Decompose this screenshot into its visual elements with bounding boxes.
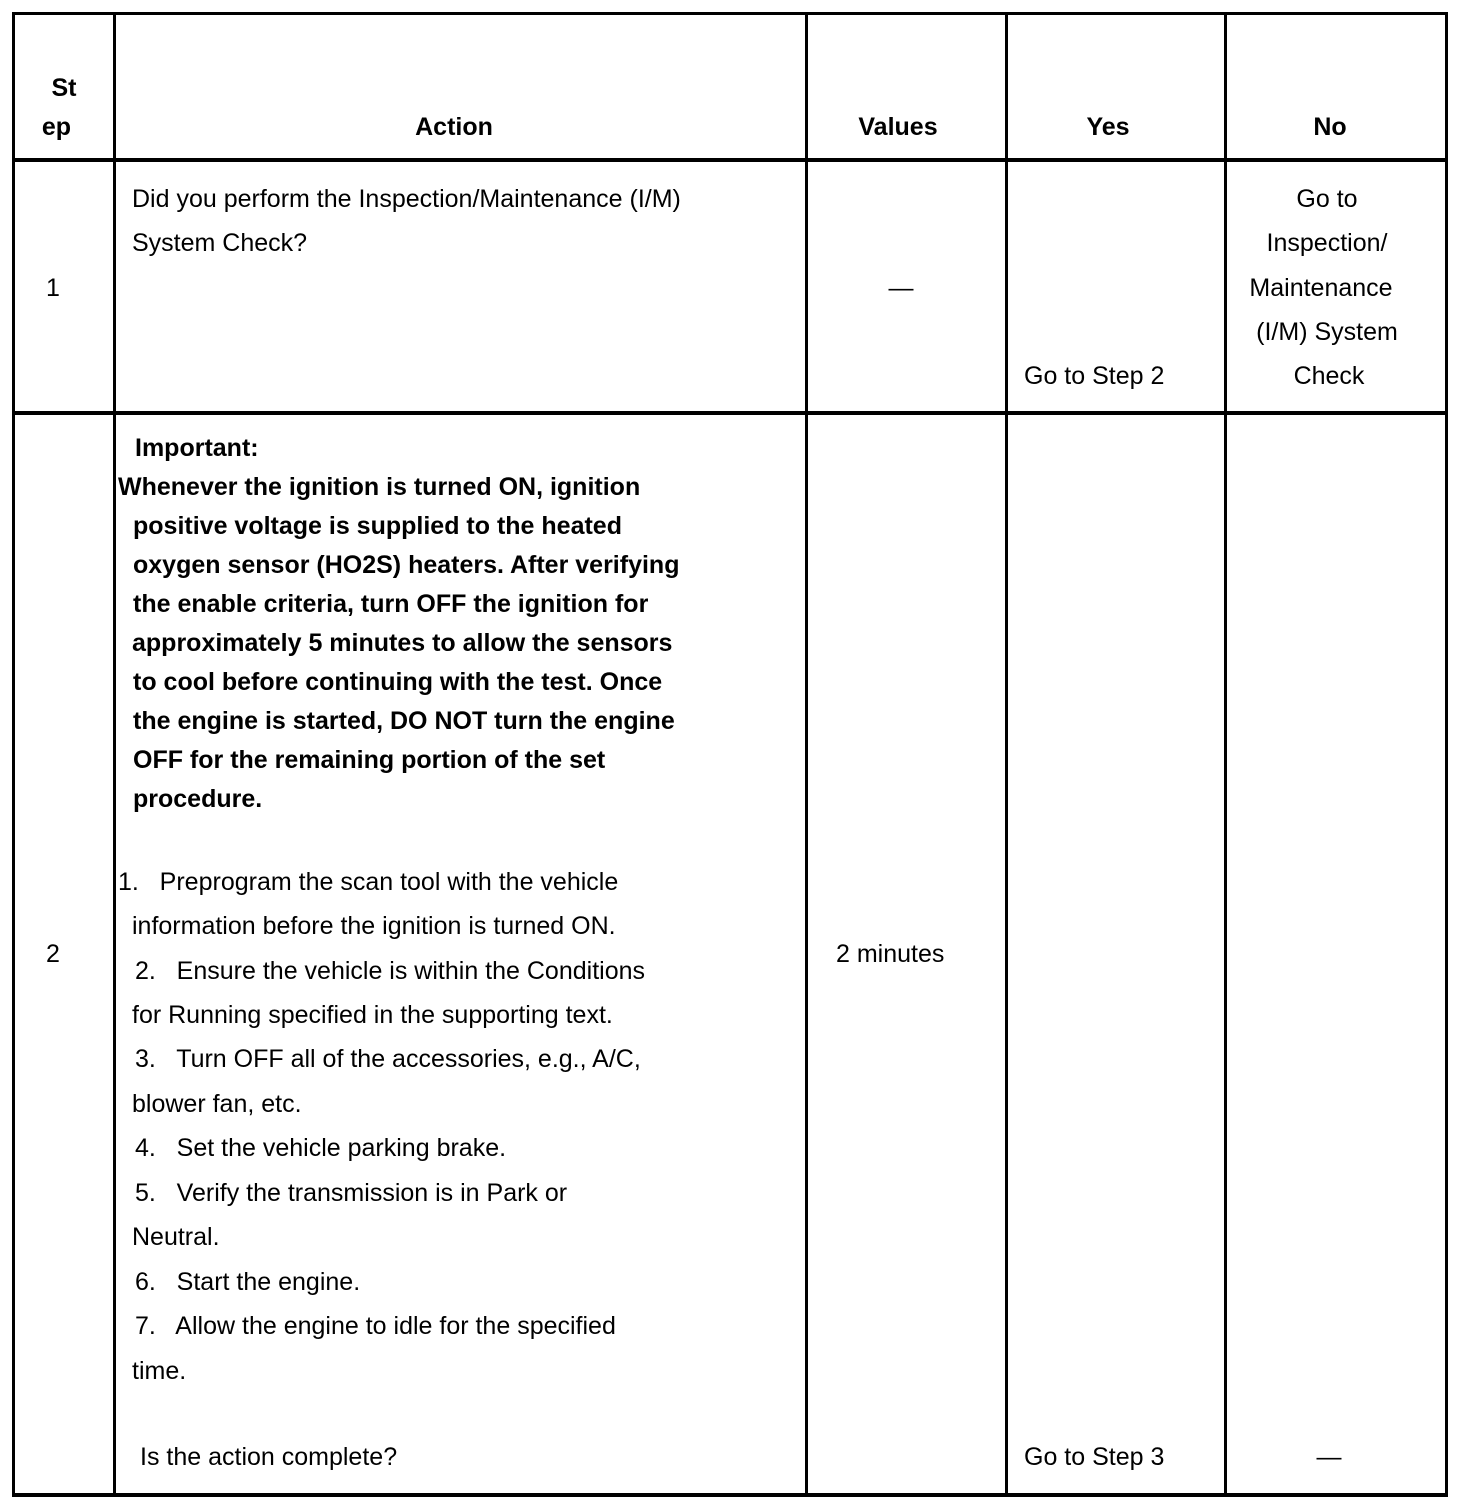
table-border-right [1445,12,1448,1497]
row1-no-line2: Inspection/ [1266,229,1388,257]
header-yes: Yes [1086,113,1130,141]
important-line: the engine is started, DO NOT turn the engine [133,707,675,735]
header-divider [12,158,1448,162]
important-line: Whenever the ignition is turned ON, ignition [118,473,641,501]
header-step-line2: ep [41,113,72,141]
table-border-bottom [12,1493,1448,1497]
important-line: approximately 5 minutes to allow the sensors [132,629,673,657]
table-border-top [12,12,1448,15]
column-divider-action [805,12,808,1497]
procedure-line: Neutral. [132,1223,220,1251]
row1-yes: Go to Step 2 [1024,362,1165,390]
procedure-line: 4. Set the vehicle parking brake. [135,1134,507,1162]
column-divider-values [1005,12,1008,1497]
procedure-line: for Running specified in the supporting text. [132,1001,613,1029]
procedure-line: 2. Ensure the vehicle is within the Conditions [135,957,645,985]
row2-values: 2 minutes [836,940,945,968]
important-line: OFF for the remaining portion of the set [133,746,606,774]
row1-step: 1 [46,274,60,302]
procedure-line: 5. Verify the transmission is in Park or [135,1179,568,1207]
important-line: the enable criteria, turn OFF the ignition for [133,590,649,618]
header-no: No [1313,113,1347,141]
procedure-line: 6. Start the engine. [135,1268,361,1296]
procedure-line: 1. Preprogram the scan tool with the vehicle [118,868,619,896]
header-values: Values [858,113,938,141]
row1-no-line5: Check [1293,362,1365,390]
header-step-line1: St [51,74,77,102]
column-divider-step [113,12,116,1497]
procedure-line: blower fan, etc. [132,1090,302,1118]
header-action: Action [415,113,493,141]
row2-question: Is the action complete? [140,1443,398,1471]
row1-no-line4: (I/M) System [1256,318,1398,346]
row-divider [12,411,1448,415]
row1-values: — [888,274,914,302]
procedure-line: 7. Allow the engine to idle for the specified [135,1312,616,1340]
important-line: procedure. [133,785,263,813]
important-line: to cool before continuing with the test. Once [133,668,663,696]
table-border-left [12,12,15,1497]
row1-action-line1: Did you perform the Inspection/Maintenance (I/M) [132,185,681,213]
important-line: oxygen sensor (HO2S) heaters. After verifying [133,551,680,579]
important-line: positive voltage is supplied to the heated [133,512,622,540]
row1-no-line3: Maintenance [1249,274,1393,302]
row2-no: — [1316,1443,1342,1471]
row2-yes: Go to Step 3 [1024,1443,1165,1471]
procedure-line: information before the ignition is turned ON. [132,912,616,940]
row1-no-line1: Go to [1296,185,1358,213]
row1-action-line2: System Check? [132,229,308,257]
procedure-line: 3. Turn OFF all of the accessories, e.g., A/C, [135,1045,641,1073]
row2-step: 2 [46,940,60,968]
procedure-line: time. [132,1357,187,1385]
important-heading: Important: [135,434,259,462]
